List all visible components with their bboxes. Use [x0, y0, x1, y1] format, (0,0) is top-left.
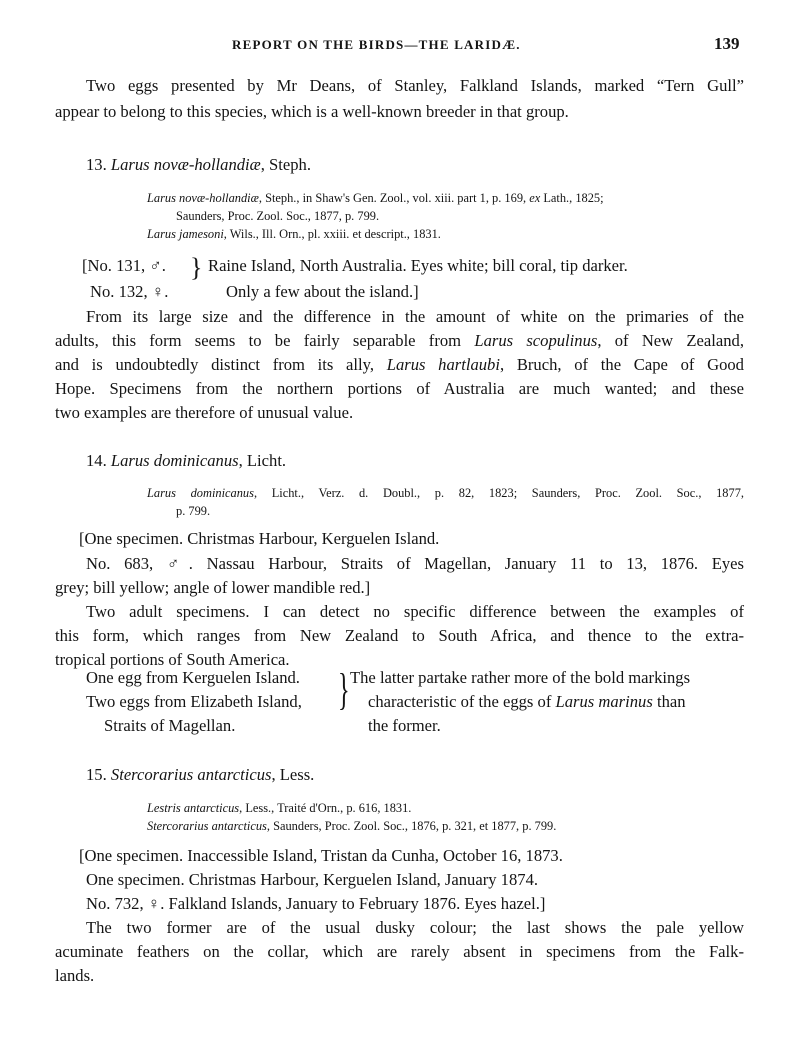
text-run: , Bruch, of the Cape of Good: [499, 355, 744, 374]
synonym-line-cont: Saunders, Proc. Zool. Soc., 1877, p. 799.: [176, 209, 380, 223]
species-author: , Licht.: [238, 451, 287, 470]
synonym-name: Larus jamesoni: [147, 227, 224, 241]
species-heading-13: [86, 155, 311, 175]
specimen-record: No. 732, ♀. Falkland Islands, January to February 1876. Eyes hazel.]: [86, 894, 546, 913]
page-number: 139: [714, 34, 740, 53]
specimen-number: No. 132, ♀.: [90, 282, 169, 301]
paragraph-line: acuminate feathers on the collar, which are rarely absent in specimens from the Falk-: [55, 942, 744, 961]
curly-brace: }: [190, 253, 203, 282]
species-name: Larus scopulinus: [474, 331, 598, 350]
species-name: Larus hartlaubi: [386, 355, 500, 374]
egg-record: Two eggs from Elizabeth Island,: [86, 692, 302, 711]
paragraph-line: The two former are of the usual dusky colour; the last shows the pale yellow: [86, 918, 744, 937]
specimen-number: [No. 131, ♂.: [82, 256, 166, 275]
synonym-citation: , Saunders, Proc. Zool. Soc., 1876, p. 321, et 1877, p. 799.: [266, 819, 557, 833]
egg-record: Straits of Magellan.: [104, 716, 236, 735]
species-author: , Steph.: [260, 155, 311, 174]
egg-note: the former.: [368, 716, 441, 735]
curly-brace: }: [338, 665, 350, 714]
synonym-citation: , Less., Traité d'Orn., p. 616, 1831.: [239, 801, 412, 815]
egg-note: The latter partake rather more of the bold markings: [350, 668, 691, 687]
synonym-name: Stercorarius antarcticus: [147, 819, 267, 833]
synonym-name: Larus novæ-hollandiæ: [147, 191, 259, 205]
paragraph-line: Hope. Specimens from the northern portions of Australia are much wanted; and these: [55, 379, 744, 398]
species-name: Larus dominicanus: [110, 451, 239, 470]
species-author: , Less.: [271, 765, 315, 784]
specimen-record: [One specimen. Inaccessible Island, Tristan da Cunha, October 16, 1873.: [79, 846, 563, 865]
synonym-name: Larus dominicanus: [147, 486, 254, 500]
species-number: 13.: [86, 155, 107, 174]
text-run: , of New Zealand,: [597, 331, 744, 350]
synonym-line: [147, 486, 744, 501]
specimen-locality: Raine Island, North Australia. Eyes white; bill coral, tip darker.: [208, 256, 628, 275]
specimen-record: grey; bill yellow; angle of lower mandible red.]: [55, 578, 371, 597]
synonym-citation-end: Lath., 1825;: [540, 191, 604, 205]
paragraph-line: this form, which ranges from New Zealand to South Africa, and thence to the extra-: [55, 626, 744, 645]
synonym-name: Lestris antarcticus: [147, 801, 240, 815]
paragraph-line: [55, 355, 744, 375]
synonym-line: [147, 801, 411, 816]
synonym-ex: ex: [529, 191, 541, 205]
paragraph-line: Two adult specimens. I can detect no specific difference between the examples of: [86, 602, 744, 621]
synonym-line: [147, 227, 441, 242]
synonym-line: [147, 191, 604, 206]
specimen-record: One specimen. Christmas Harbour, Kerguelen Island, January 1874.: [86, 870, 539, 889]
species-name: Larus marinus: [555, 692, 653, 711]
text-run: and is undoubtedly distinct from its ally,: [55, 355, 387, 374]
intro-line-1: Two eggs presented by Mr Deans, of Stanley, Falkland Islands, marked “Tern Gull”: [86, 76, 744, 95]
species-heading-14: [86, 451, 286, 471]
paragraph-line: From its large size and the difference in the amount of white on the primaries of the: [86, 307, 744, 326]
egg-note: [368, 692, 686, 712]
egg-record: One egg from Kerguelen Island.: [86, 668, 300, 687]
specimen-record: No. 683, ♂. Nassau Harbour, Straits of Magellan, January 11 to 13, 1876. Eyes: [86, 554, 744, 573]
synonym-citation: , Licht., Verz. d. Doubl., p. 82, 1823; Saunders, Proc. Zool. Soc., 1877,: [253, 486, 744, 500]
synonym-line: [147, 819, 556, 834]
running-title: REPORT ON THE BIRDS—THE LARIDÆ.: [232, 37, 521, 52]
paragraph-line: tropical portions of South America.: [55, 650, 290, 669]
synonym-citation: , Wils., Ill. Orn., pl. xxiii. et descript., 1831.: [223, 227, 441, 241]
synonym-citation: , Steph., in Shaw's Gen. Zool., vol. xiii. part 1, p. 169,: [258, 191, 530, 205]
text-run: than: [652, 692, 686, 711]
species-name: Stercorarius antarcticus: [110, 765, 272, 784]
species-name: Larus novæ-hollandiæ: [110, 155, 261, 174]
species-number: 14.: [86, 451, 107, 470]
specimen-note: Only a few about the island.]: [226, 282, 419, 301]
paragraph-line: two examples are therefore of unusual value.: [55, 403, 354, 422]
intro-line-2: appear to belong to this species, which is a well-known breeder in that group.: [55, 102, 569, 121]
synonym-line-cont: p. 799.: [176, 504, 211, 518]
paragraph-line: lands.: [55, 966, 95, 985]
paragraph-line: [55, 331, 744, 351]
species-number: 15.: [86, 765, 107, 784]
species-heading-15: [86, 765, 314, 785]
specimen-record: [One specimen. Christmas Harbour, Kerguelen Island.: [79, 529, 440, 548]
text-run: characteristic of the eggs of: [368, 692, 556, 711]
text-run: adults, this form seems to be fairly separable from: [55, 331, 475, 350]
